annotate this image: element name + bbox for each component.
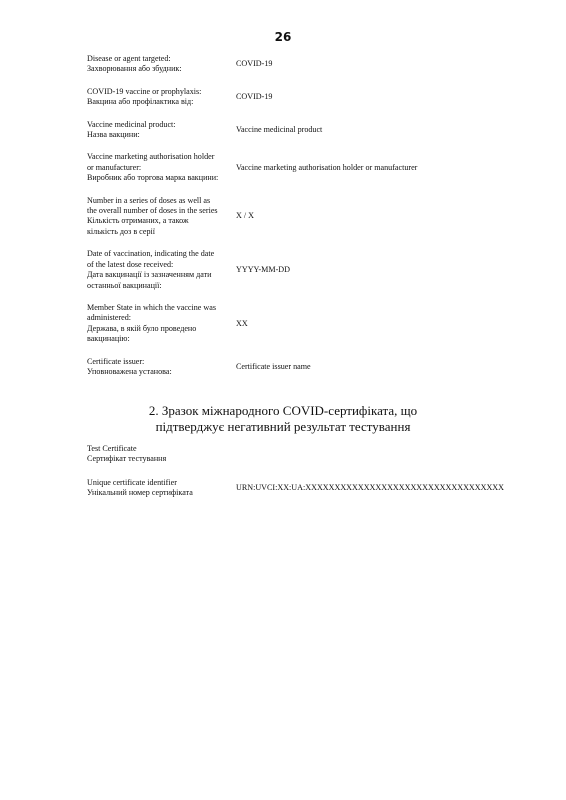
- field-row-issuer: [87, 357, 537, 378]
- section-heading: [40, 403, 526, 435]
- field-label: [87, 54, 236, 75]
- label-line: Disease or agent targeted:: [87, 54, 171, 63]
- label-line: Unique certificate identifier: [87, 477, 177, 487]
- title-line: Test Certificate: [87, 444, 137, 453]
- heading-line: 2. Зразок міжнародного COVID-сертифіката, що: [148, 403, 418, 418]
- label-line: Member State in which the vaccine was: [87, 302, 217, 312]
- label-line: останньої вакцинації:: [87, 280, 162, 290]
- label-line: Number in a series of doses as well as: [87, 195, 211, 205]
- field-label: [87, 303, 236, 345]
- label-line: COVID-19 vaccine or prophylaxis:: [87, 86, 202, 96]
- field-row-doses: [87, 196, 537, 238]
- field-row-vaccine-type: [87, 87, 537, 108]
- label-line: the overall number of doses in the series: [87, 206, 218, 216]
- field-row-certificate-id: [87, 478, 537, 499]
- field-value: Certificate issuer name: [236, 361, 311, 371]
- field-value: COVID-19: [236, 92, 273, 102]
- label-line: Vaccine marketing authorisation holder: [87, 152, 215, 162]
- label-line: Вакцина або профілактика від:: [87, 97, 194, 107]
- label-line: вакцинацію:: [87, 334, 130, 344]
- field-label: [87, 357, 236, 378]
- label-line: administered:: [87, 313, 132, 323]
- field-label: [87, 87, 236, 108]
- field-value: URN:UVCI:XX:UA:XXXXXXXXXXXXXXXXXXXXXXXXXXXXXXXXXX: [236, 483, 504, 493]
- label-line: Уповноважена установа:: [87, 366, 172, 376]
- label-line: Захворювання або збудник:: [87, 64, 182, 74]
- field-value: Vaccine marketing authorisation holder or manufacturer: [236, 162, 418, 172]
- label-line: Держава, в якій було проведено: [87, 323, 197, 333]
- label-line: of the latest dose received:: [87, 259, 174, 269]
- label-line: кількість доз в серії: [87, 226, 155, 236]
- field-row-date: [87, 249, 537, 291]
- label-line: Кількість отриманих, а також: [87, 216, 189, 226]
- field-label: [87, 120, 236, 141]
- field-value: YYYY-MM-DD: [236, 264, 290, 274]
- field-row-disease: [87, 54, 537, 75]
- field-label: [87, 478, 236, 499]
- field-label: [87, 249, 236, 291]
- label-line: Унікальний номер сертифіката: [87, 488, 193, 498]
- label-line: Date of vaccination, indicating the date: [87, 249, 215, 259]
- field-value: Vaccine medicinal product: [236, 124, 323, 134]
- field-value: X / X: [236, 211, 254, 221]
- label-line: Certificate issuer:: [87, 356, 145, 366]
- label-line: Назва вакцини:: [87, 130, 140, 140]
- vaccination-fields: [87, 54, 537, 389]
- heading-line: підтверджує негативний результат тестування: [155, 419, 411, 434]
- title-line: Сертифікат тестування: [87, 454, 167, 464]
- field-label: [87, 152, 236, 183]
- label-line: Виробник або торгова марка вакцини:: [87, 173, 219, 183]
- field-value: COVID-19: [236, 59, 273, 69]
- label-line: Vaccine medicinal product:: [87, 119, 176, 129]
- field-row-member-state: [87, 303, 537, 345]
- field-label: [87, 196, 236, 238]
- field-row-product: [87, 120, 537, 141]
- test-certificate-title: [87, 444, 537, 465]
- field-value: XX: [236, 318, 248, 328]
- label-line: or manufacturer:: [87, 162, 142, 172]
- test-certificate-block: [87, 444, 537, 499]
- field-row-manufacturer: [87, 152, 537, 183]
- label-line: Дата вакцинації із зазначенням дати: [87, 270, 212, 280]
- page-number: 26: [274, 30, 292, 44]
